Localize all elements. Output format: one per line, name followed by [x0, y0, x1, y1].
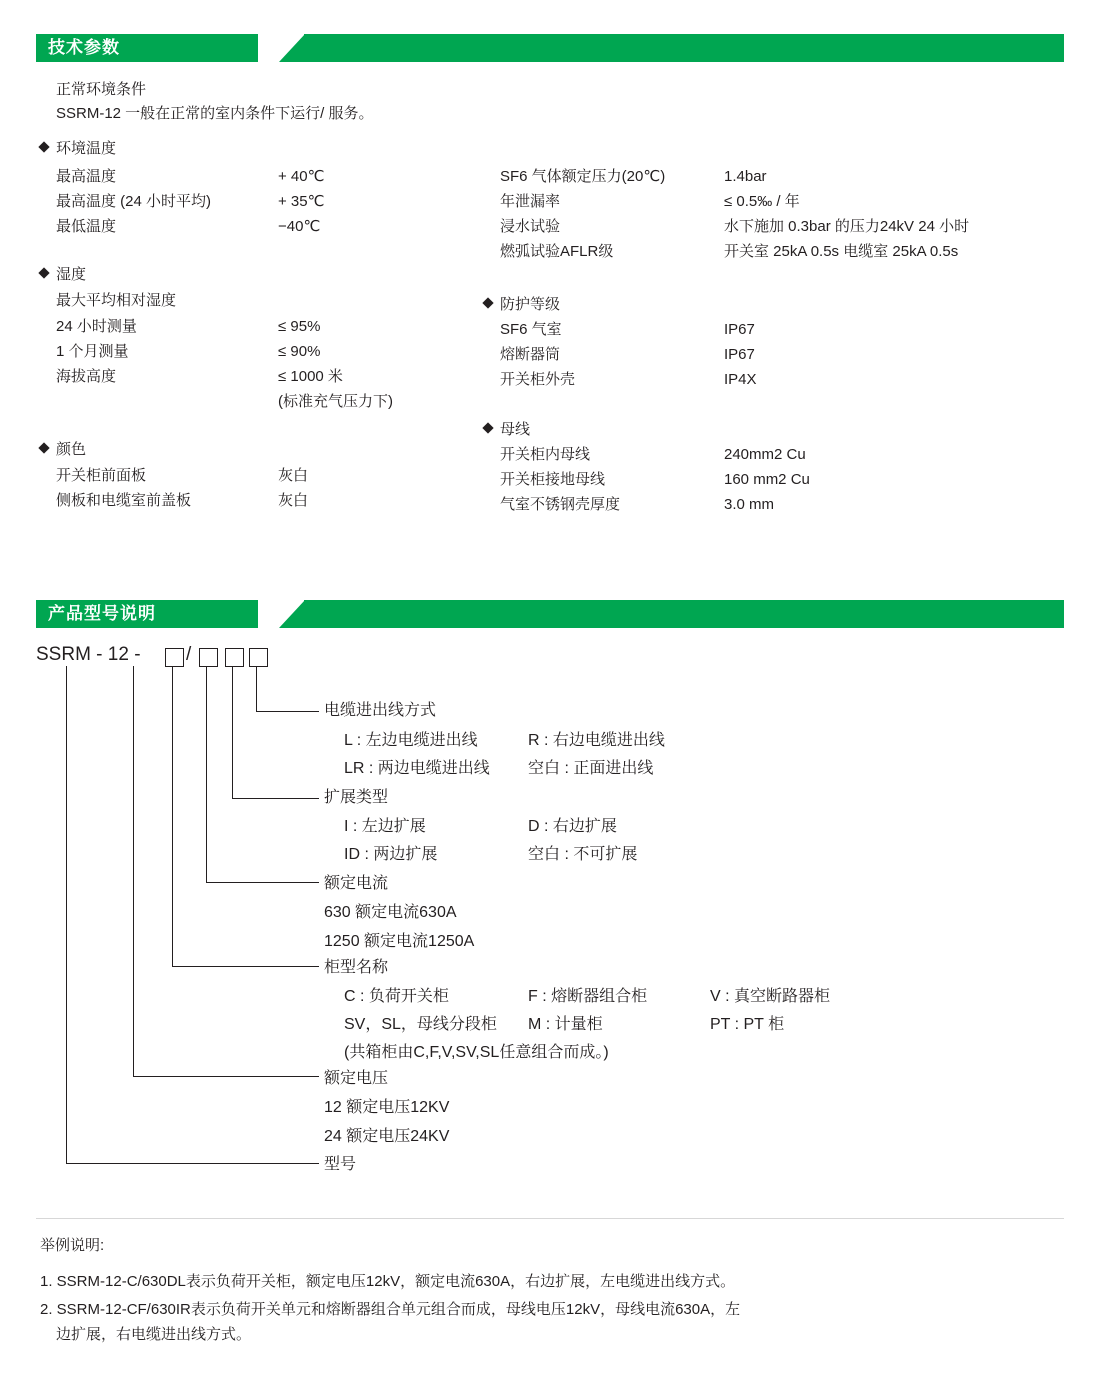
model-block-3-line-1-right: PT : PT 柜 — [710, 1016, 785, 1033]
tech-right-group-label-0-1: 熔断器筒 — [500, 346, 561, 363]
tech-right-value-2: 水下施加 0.3bar 的压力24kV 24 小时 — [724, 218, 970, 235]
section-title-tech: 技术参数 — [48, 38, 120, 57]
section-header-model — [36, 600, 1064, 628]
tech-right-group-value-1-0: 240mm2 Cu — [724, 446, 806, 463]
tech-group-title-0: 环境温度 — [56, 140, 117, 157]
model-block-1-line-1-left: ID : 两边扩展 — [344, 846, 438, 863]
tech-group-title-2: 颜色 — [56, 441, 87, 458]
tech-right-group-value-0-2: IP4X — [724, 371, 757, 388]
model-block-1-line-0-left: I : 左边扩展 — [344, 818, 426, 835]
tech-row-value-1-3: ≤ 1000 米 — [278, 368, 343, 385]
model-code-prefix: SSRM - 12 - — [36, 644, 141, 665]
model-code-box-current — [225, 648, 244, 667]
divider-line — [36, 1218, 1064, 1219]
tech-right-group-value-1-2: 3.0 mm — [724, 496, 775, 513]
model-block-1-line-1-right: 空白 : 不可扩展 — [528, 846, 638, 863]
tech-right-group-label-1-2: 气室不锈钢壳厚度 — [500, 496, 621, 513]
model-block-3-line-0-mid: F : 熔断器组合柜 — [528, 988, 648, 1005]
tech-right-label-3: 燃弧试验AFLR级 — [500, 243, 614, 260]
model-block-3-line-0-left: C : 负荷开关柜 — [344, 988, 449, 1005]
model-block-4-line-1-left: 24 额定电压24KV — [324, 1128, 450, 1145]
model-block-3-line-2-left: (共箱柜由C,F,V,SV,SL任意组合而成。) — [344, 1044, 609, 1061]
tech-right-group-value-1-1: 160 mm2 Cu — [724, 471, 810, 488]
tech-group-title-1: 湿度 — [56, 266, 87, 283]
model-block-0-line-1-left: LR : 两边电缆进出线 — [344, 760, 490, 777]
tech-right-value-1: ≤ 0.5‰ / 年 — [724, 193, 800, 210]
tech-right-value-0: 1.4bar — [724, 168, 767, 185]
tech-row-value-2-1: 灰白 — [278, 492, 309, 509]
example-item-1: 1. SSRM-12-C/630DL表示负荷开关柜，额定电压12kV，额定电流630A，右边扩展，左电缆进出线方式。 — [40, 1273, 736, 1290]
tech-right-group-label-1-0: 开关柜内母线 — [500, 446, 591, 463]
tech-row-value-1-4: (标准充气压力下) — [278, 393, 393, 410]
model-block-3-line-1-left: SV，SL，母线分段柜 — [344, 1016, 497, 1033]
tech-right-group-value-0-0: IP67 — [724, 321, 755, 338]
tech-right-label-2: 浸水试验 — [500, 218, 561, 235]
model-block-1-line-0-right: D : 右边扩展 — [528, 818, 617, 835]
header-notch-arrow — [279, 600, 305, 628]
tech-row-label-2-1: 侧板和电缆室前盖板 — [56, 492, 192, 509]
header-bar — [36, 34, 1064, 62]
model-block-name-4: 额定电压 — [324, 1070, 389, 1087]
model-block-0-line-0-left: L : 左边电缆进出线 — [344, 732, 478, 749]
tech-row-label-2-0: 开关柜前面板 — [56, 467, 147, 484]
tech-row-label-0-1: 最高温度 (24 小时平均) — [56, 193, 212, 210]
model-code-box-voltage — [165, 648, 184, 667]
bullet-diamond-icon — [38, 267, 49, 278]
model-block-3-line-0-right: V : 真空断路器柜 — [710, 988, 831, 1005]
model-code-box-cabinet — [199, 648, 218, 667]
model-block-name-2: 额定电流 — [324, 875, 389, 892]
model-block-name-5: 型号 — [324, 1156, 357, 1173]
tech-right-group-label-0-0: SF6 气室 — [500, 321, 562, 338]
model-block-0-line-1-right: 空白 : 正面进出线 — [528, 760, 654, 777]
model-code-slash: / — [186, 644, 192, 665]
tech-intro-line-2: SSRM-12 一般在正常的室内条件下运行/ 服务。 — [56, 105, 374, 122]
tech-row-label-1-1: 24 小时测量 — [56, 318, 137, 335]
model-block-3-line-1-mid: M : 计量柜 — [528, 1016, 603, 1033]
tech-row-label-1-2: 1 个月测量 — [56, 343, 129, 360]
section-title-model: 产品型号说明 — [48, 604, 156, 623]
header-notch-arrow — [279, 34, 305, 62]
tech-row-value-2-0: 灰白 — [278, 467, 309, 484]
tech-row-value-0-1: + 35℃ — [278, 193, 325, 210]
tech-right-label-1: 年泄漏率 — [500, 193, 561, 210]
model-block-name-1: 扩展类型 — [324, 789, 389, 806]
tech-row-label-1-0: 最大平均相对湿度 — [56, 292, 177, 309]
bullet-diamond-icon — [38, 141, 49, 152]
leader-line-model — [66, 666, 319, 1164]
tech-right-group-value-0-1: IP67 — [724, 346, 755, 363]
tech-row-label-0-2: 最低温度 — [56, 218, 117, 235]
model-block-name-3: 柜型名称 — [324, 959, 389, 976]
bullet-diamond-icon — [482, 297, 493, 308]
bullet-diamond-icon — [38, 442, 49, 453]
tech-right-group-title-0: 防护等级 — [500, 296, 561, 313]
model-block-2-line-1-left: 1250 额定电流1250A — [324, 933, 475, 950]
examples-title: 举例说明: — [40, 1237, 105, 1254]
bullet-diamond-icon — [482, 422, 493, 433]
model-block-name-0: 电缆进出线方式 — [324, 702, 437, 719]
tech-row-value-1-2: ≤ 90% — [278, 343, 321, 360]
example-item-2: 2. SSRM-12-CF/630IR表示负荷开关单元和熔断器组合单元组合而成，母线电压12kV，母线电流630A，左 — [40, 1301, 741, 1318]
tech-intro-line-1: 正常环境条件 — [56, 81, 147, 98]
tech-row-value-1-1: ≤ 95% — [278, 318, 321, 335]
header-bar — [36, 600, 1064, 628]
tech-row-label-0-0: 最高温度 — [56, 168, 117, 185]
model-block-4-line-0-left: 12 额定电压12KV — [324, 1099, 450, 1116]
tech-row-value-0-2: −40℃ — [278, 218, 321, 235]
tech-row-value-0-0: + 40℃ — [278, 168, 325, 185]
model-block-2-line-0-left: 630 额定电流630A — [324, 904, 457, 921]
tech-right-value-3: 开关室 25kA 0.5s 电缆室 25kA 0.5s — [724, 243, 959, 260]
tech-right-label-0: SF6 气体额定压力(20℃) — [500, 168, 666, 185]
model-block-0-line-0-right: R : 右边电缆进出线 — [528, 732, 665, 749]
tech-right-group-label-1-1: 开关柜接地母线 — [500, 471, 606, 488]
section-header-tech — [36, 34, 1064, 62]
tech-right-group-title-1: 母线 — [500, 421, 531, 438]
tech-row-label-1-3: 海拔高度 — [56, 368, 117, 385]
model-code-box-expansion — [249, 648, 268, 667]
example-item-2-cont: 边扩展，右电缆进出线方式。 — [56, 1326, 252, 1343]
tech-right-group-label-0-2: 开关柜外壳 — [500, 371, 576, 388]
